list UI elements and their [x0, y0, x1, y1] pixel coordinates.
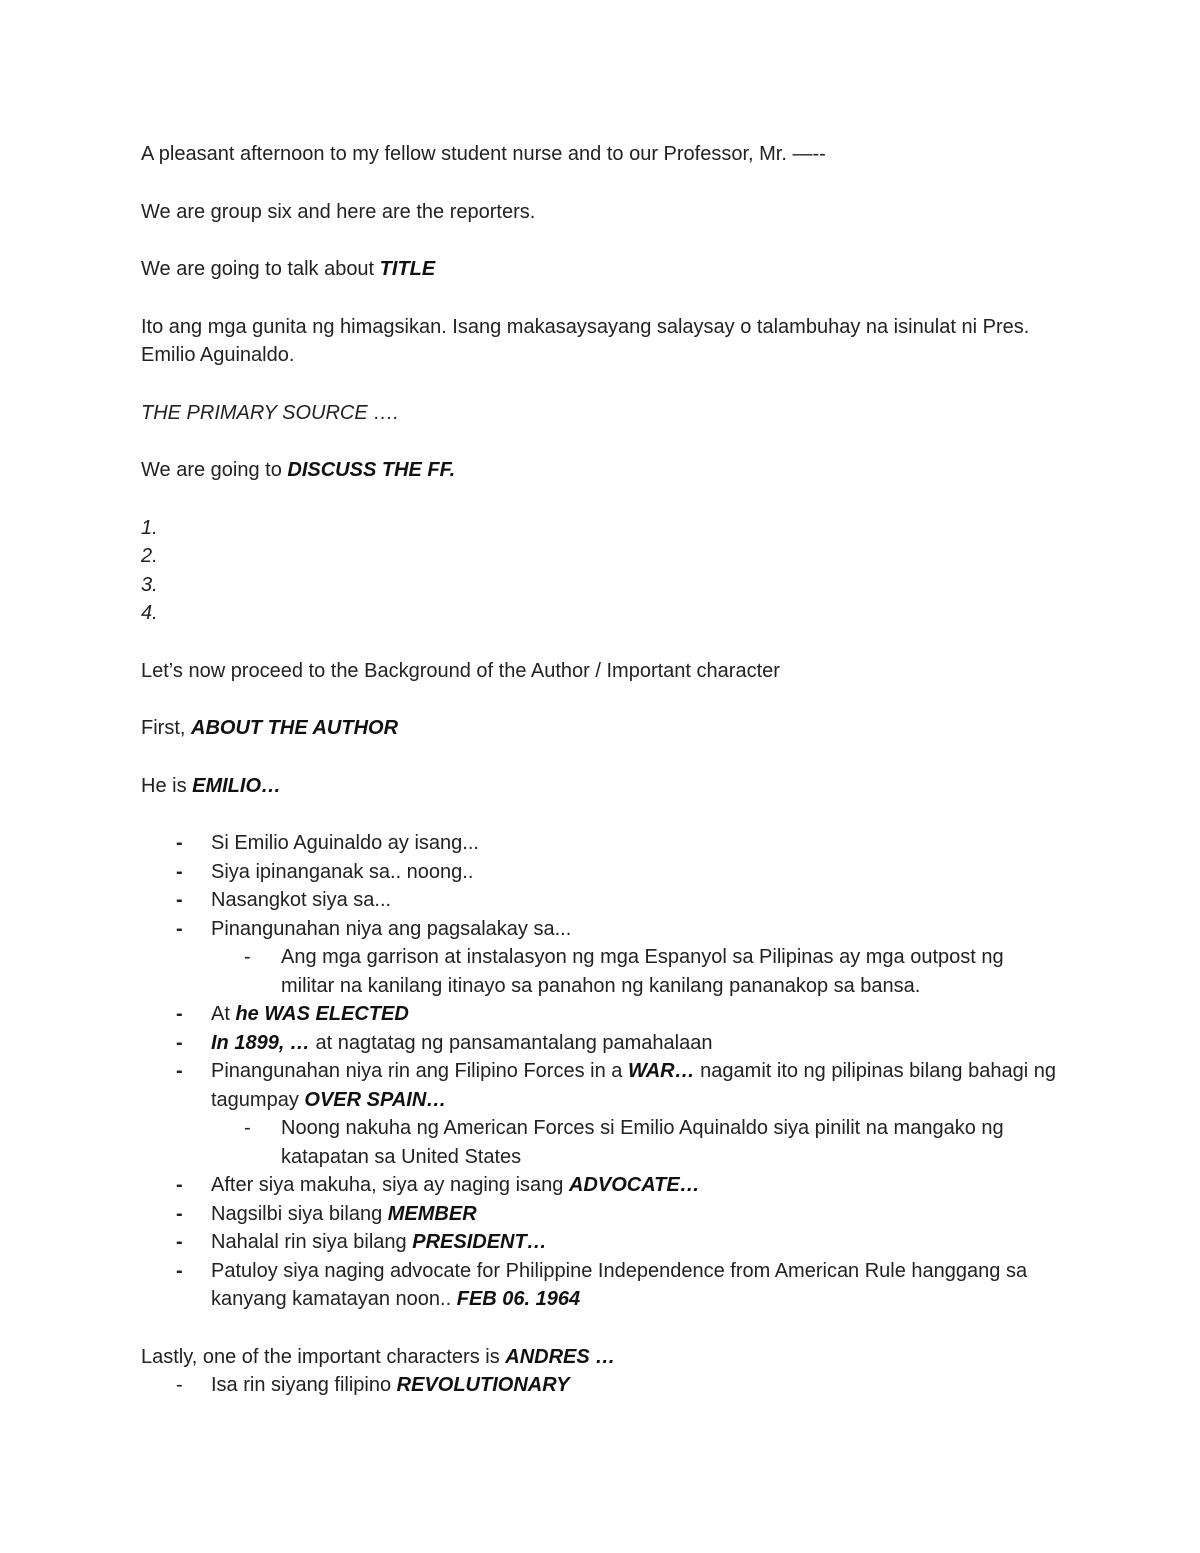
- greeting-line: [141, 140, 1061, 169]
- greeting-text: A pleasant afternoon to my fellow student nurse and to our Professor, Mr. —--: [141, 143, 826, 165]
- discuss-prefix: We are going to: [141, 459, 288, 481]
- he-is-prefix: He is: [141, 774, 193, 797]
- primary-source-line: [141, 399, 1061, 428]
- dash-marker: -: [176, 1231, 183, 1253]
- group-text: We are group six and here are the reporters.: [141, 200, 536, 223]
- list-item: [141, 1171, 1061, 1200]
- list-item: [141, 915, 1061, 1001]
- primary-source-text: THE PRIMARY SOURCE ….: [141, 401, 399, 424]
- bullet-text: Nasangkot siya sa...: [211, 889, 392, 911]
- discuss-bold: DISCUSS THE FF.: [287, 459, 456, 481]
- group-line: [141, 198, 1061, 227]
- he-is-line: [141, 772, 1061, 801]
- sub-bullet-list: [211, 1114, 1061, 1171]
- list-item: [141, 1257, 1061, 1314]
- numbered-list: [141, 514, 1061, 628]
- bullet-bold: PRESIDENT…: [412, 1231, 547, 1253]
- list-item: [141, 1000, 1061, 1029]
- dash-marker: -: [176, 832, 183, 854]
- list-item: 3.: [141, 573, 158, 596]
- lastly-prefix: Lastly, one of the important characters is: [141, 1345, 506, 1368]
- bullet-bold: REVOLUTIONARY: [396, 1374, 570, 1396]
- talk-title: TITLE: [379, 258, 436, 280]
- talk-prefix: We are going to talk about: [141, 258, 380, 280]
- bullet-bold: OVER SPAIN…: [304, 1088, 447, 1111]
- first-bold: ABOUT THE AUTHOR: [191, 717, 399, 739]
- lastly-bold: ANDRES …: [505, 1345, 616, 1368]
- bullet-text: Patuloy siya naging advocate for Philippine Independence from American Rule hanggang sa kanyang kamatayan noon..: [211, 1259, 1028, 1310]
- bullet-bold: ADVOCATE…: [568, 1174, 700, 1196]
- dash-marker: -: [244, 946, 251, 968]
- list-item: [141, 1371, 1061, 1400]
- dash-marker: -: [176, 1060, 183, 1082]
- author-bullet-list: [141, 829, 1061, 1314]
- bullet-bold: FEB 06. 1964: [456, 1288, 581, 1310]
- bullet-text: Pinangunahan niya rin ang Filipino Forces in a: [211, 1060, 628, 1082]
- bullet-text: Nahalal rin siya bilang: [211, 1231, 413, 1253]
- list-item: 1.: [141, 516, 158, 539]
- lastly-line: [141, 1343, 1061, 1372]
- bullet-text: Nagsilbi siya bilang: [211, 1202, 388, 1225]
- bullet-bold: MEMBER: [387, 1202, 477, 1225]
- first-line: [141, 714, 1061, 743]
- list-item: [141, 1200, 1061, 1229]
- bullet-text: Pinangunahan niya ang pagsalakay sa...: [211, 917, 572, 940]
- first-prefix: First,: [141, 717, 191, 739]
- discuss-line: [141, 456, 1061, 485]
- bullet-text: Si Emilio Aguinaldo ay isang...: [211, 832, 479, 854]
- list-item: [141, 1029, 1061, 1058]
- list-item: [141, 1228, 1061, 1257]
- proceed-line: [141, 657, 1061, 686]
- bullet-text: At: [211, 1003, 236, 1025]
- bullet-text: Siya ipinanganak sa.. noong..: [211, 860, 474, 883]
- intro-text: Ito ang mga gunita ng himagsikan. Isang makasaysayang salaysay o talambuhay na isinulat ni Pres. Emilio Aguinaldo.: [141, 315, 1030, 366]
- dash-marker: -: [176, 1259, 183, 1282]
- sub-bullet-list: [211, 943, 1061, 1000]
- dash-marker: -: [176, 889, 183, 911]
- bullet-text: After siya makuha, siya ay naging isang: [211, 1174, 569, 1196]
- talk-line: [141, 255, 1061, 284]
- list-item: [141, 829, 1061, 858]
- bullet-text: Noong nakuha ng American Forces si Emilio Aquinaldo siya pinilit na mangako ng katapatan sa United States: [281, 1117, 1004, 1168]
- dash-marker: -: [176, 917, 183, 940]
- bullet-bold: In 1899, …: [211, 1031, 310, 1054]
- bullet-text: at nagtatag ng pansamantalang pamahalaan: [309, 1031, 713, 1054]
- dash-marker: -: [176, 1374, 183, 1396]
- andres-bullet-list: [141, 1371, 1061, 1400]
- bullet-text: nagamit ito ng pilipinas bilang bahagi ng tagumpay: [211, 1060, 1056, 1111]
- bullet-text: Isa rin siyang filipino: [211, 1374, 397, 1396]
- list-item: [141, 858, 1061, 887]
- he-is-bold: EMILIO…: [192, 774, 282, 797]
- list-item: [211, 1114, 1061, 1171]
- proceed-text: Let’s now proceed to the Background of the Author / Important character: [141, 659, 780, 682]
- dash-marker: -: [244, 1117, 251, 1139]
- bullet-text: Ang mga garrison at instalasyon ng mga Espanyol sa Pilipinas ay mga outpost ng militar na kanilang itinayo sa panahon ng kanilang pananakop sa bansa.: [281, 946, 1004, 997]
- dash-marker: -: [176, 1031, 183, 1054]
- bullet-bold: WAR…: [627, 1060, 695, 1082]
- list-item: 2.: [141, 545, 158, 567]
- dash-marker: -: [176, 1003, 183, 1025]
- dash-marker: -: [176, 1202, 183, 1225]
- dash-marker: -: [176, 860, 183, 883]
- list-item: [141, 886, 1061, 915]
- list-item: 4.: [141, 602, 158, 624]
- list-item: [211, 943, 1061, 1000]
- bullet-bold: he WAS ELECTED: [235, 1003, 409, 1025]
- dash-marker: -: [176, 1174, 183, 1196]
- intro-paragraph: [141, 313, 1061, 370]
- list-item: [141, 1057, 1061, 1171]
- document-body: [141, 140, 1061, 1429]
